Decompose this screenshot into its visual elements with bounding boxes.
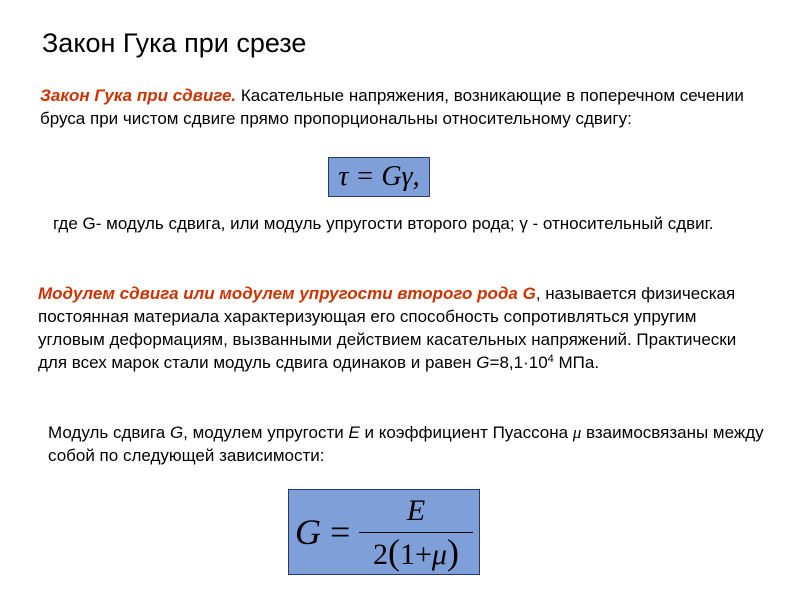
shear-modulus-value: =8,1·10 [489, 353, 548, 372]
shear-modulus-text: , называется физическая постоянная материала характеризующая его способность сопротивляться упругим угловым деформациям, вызванными действием касательных напряжений. Практически для всех марок стали модуль сдвига одинаков и равен [38, 284, 737, 372]
formula-equals: = [321, 512, 351, 552]
hooke-shear-lead: Закон Гука при сдвиге. [40, 86, 237, 105]
shear-modulus-paragraph [38, 282, 768, 374]
denominator-mu: μ [431, 538, 447, 571]
relation-part3: и коэффициент Пуассона [359, 423, 573, 442]
relation-part1: Модуль сдвига [48, 423, 170, 442]
formula-numerator: E [406, 494, 426, 527]
shear-modulus-lead: Модулем сдвига или модулем упругости второго рода G [38, 284, 536, 303]
hooke-shear-paragraph [40, 84, 760, 130]
relation-mu: μ [572, 423, 582, 442]
formula-lhs [295, 510, 350, 554]
relation-g: G [169, 423, 184, 442]
denominator-two: 2 [373, 538, 388, 571]
modulus-relation-formula [288, 489, 480, 575]
shear-modulus-definition: где G- модуль сдвига, или модуль упругости второго рода; γ - относительный сдвиг. [53, 214, 714, 233]
hooke-shear-formula: τ = Gγ, [328, 157, 430, 197]
denominator-one-plus: 1+ [400, 538, 432, 571]
hooke-shear-text: Касательные напряжения, возникающие в поперечном сечении бруса при чистом сдвиге прямо пропорциональны относительному сдвигу: [40, 86, 744, 128]
relation-part2: , модулем упругости [183, 423, 349, 442]
shear-modulus-unit: МПа. [553, 353, 600, 372]
shear-modulus-exponent: 4 [547, 353, 554, 365]
relation-part4: взаимосвязаны между собой по следующей зависимости: [48, 423, 764, 465]
formula-denominator [359, 534, 473, 573]
slide-title: Закон Гука при срезе [42, 28, 307, 58]
modulus-relation-paragraph [48, 421, 768, 467]
denominator-open-paren: ( [388, 532, 400, 572]
formula-fraction [359, 494, 473, 574]
denominator-close-paren: ) [446, 532, 459, 572]
formula-lhs-var: G [295, 512, 321, 552]
shear-modulus-symbol: G [476, 353, 490, 372]
relation-e: E [348, 423, 360, 442]
